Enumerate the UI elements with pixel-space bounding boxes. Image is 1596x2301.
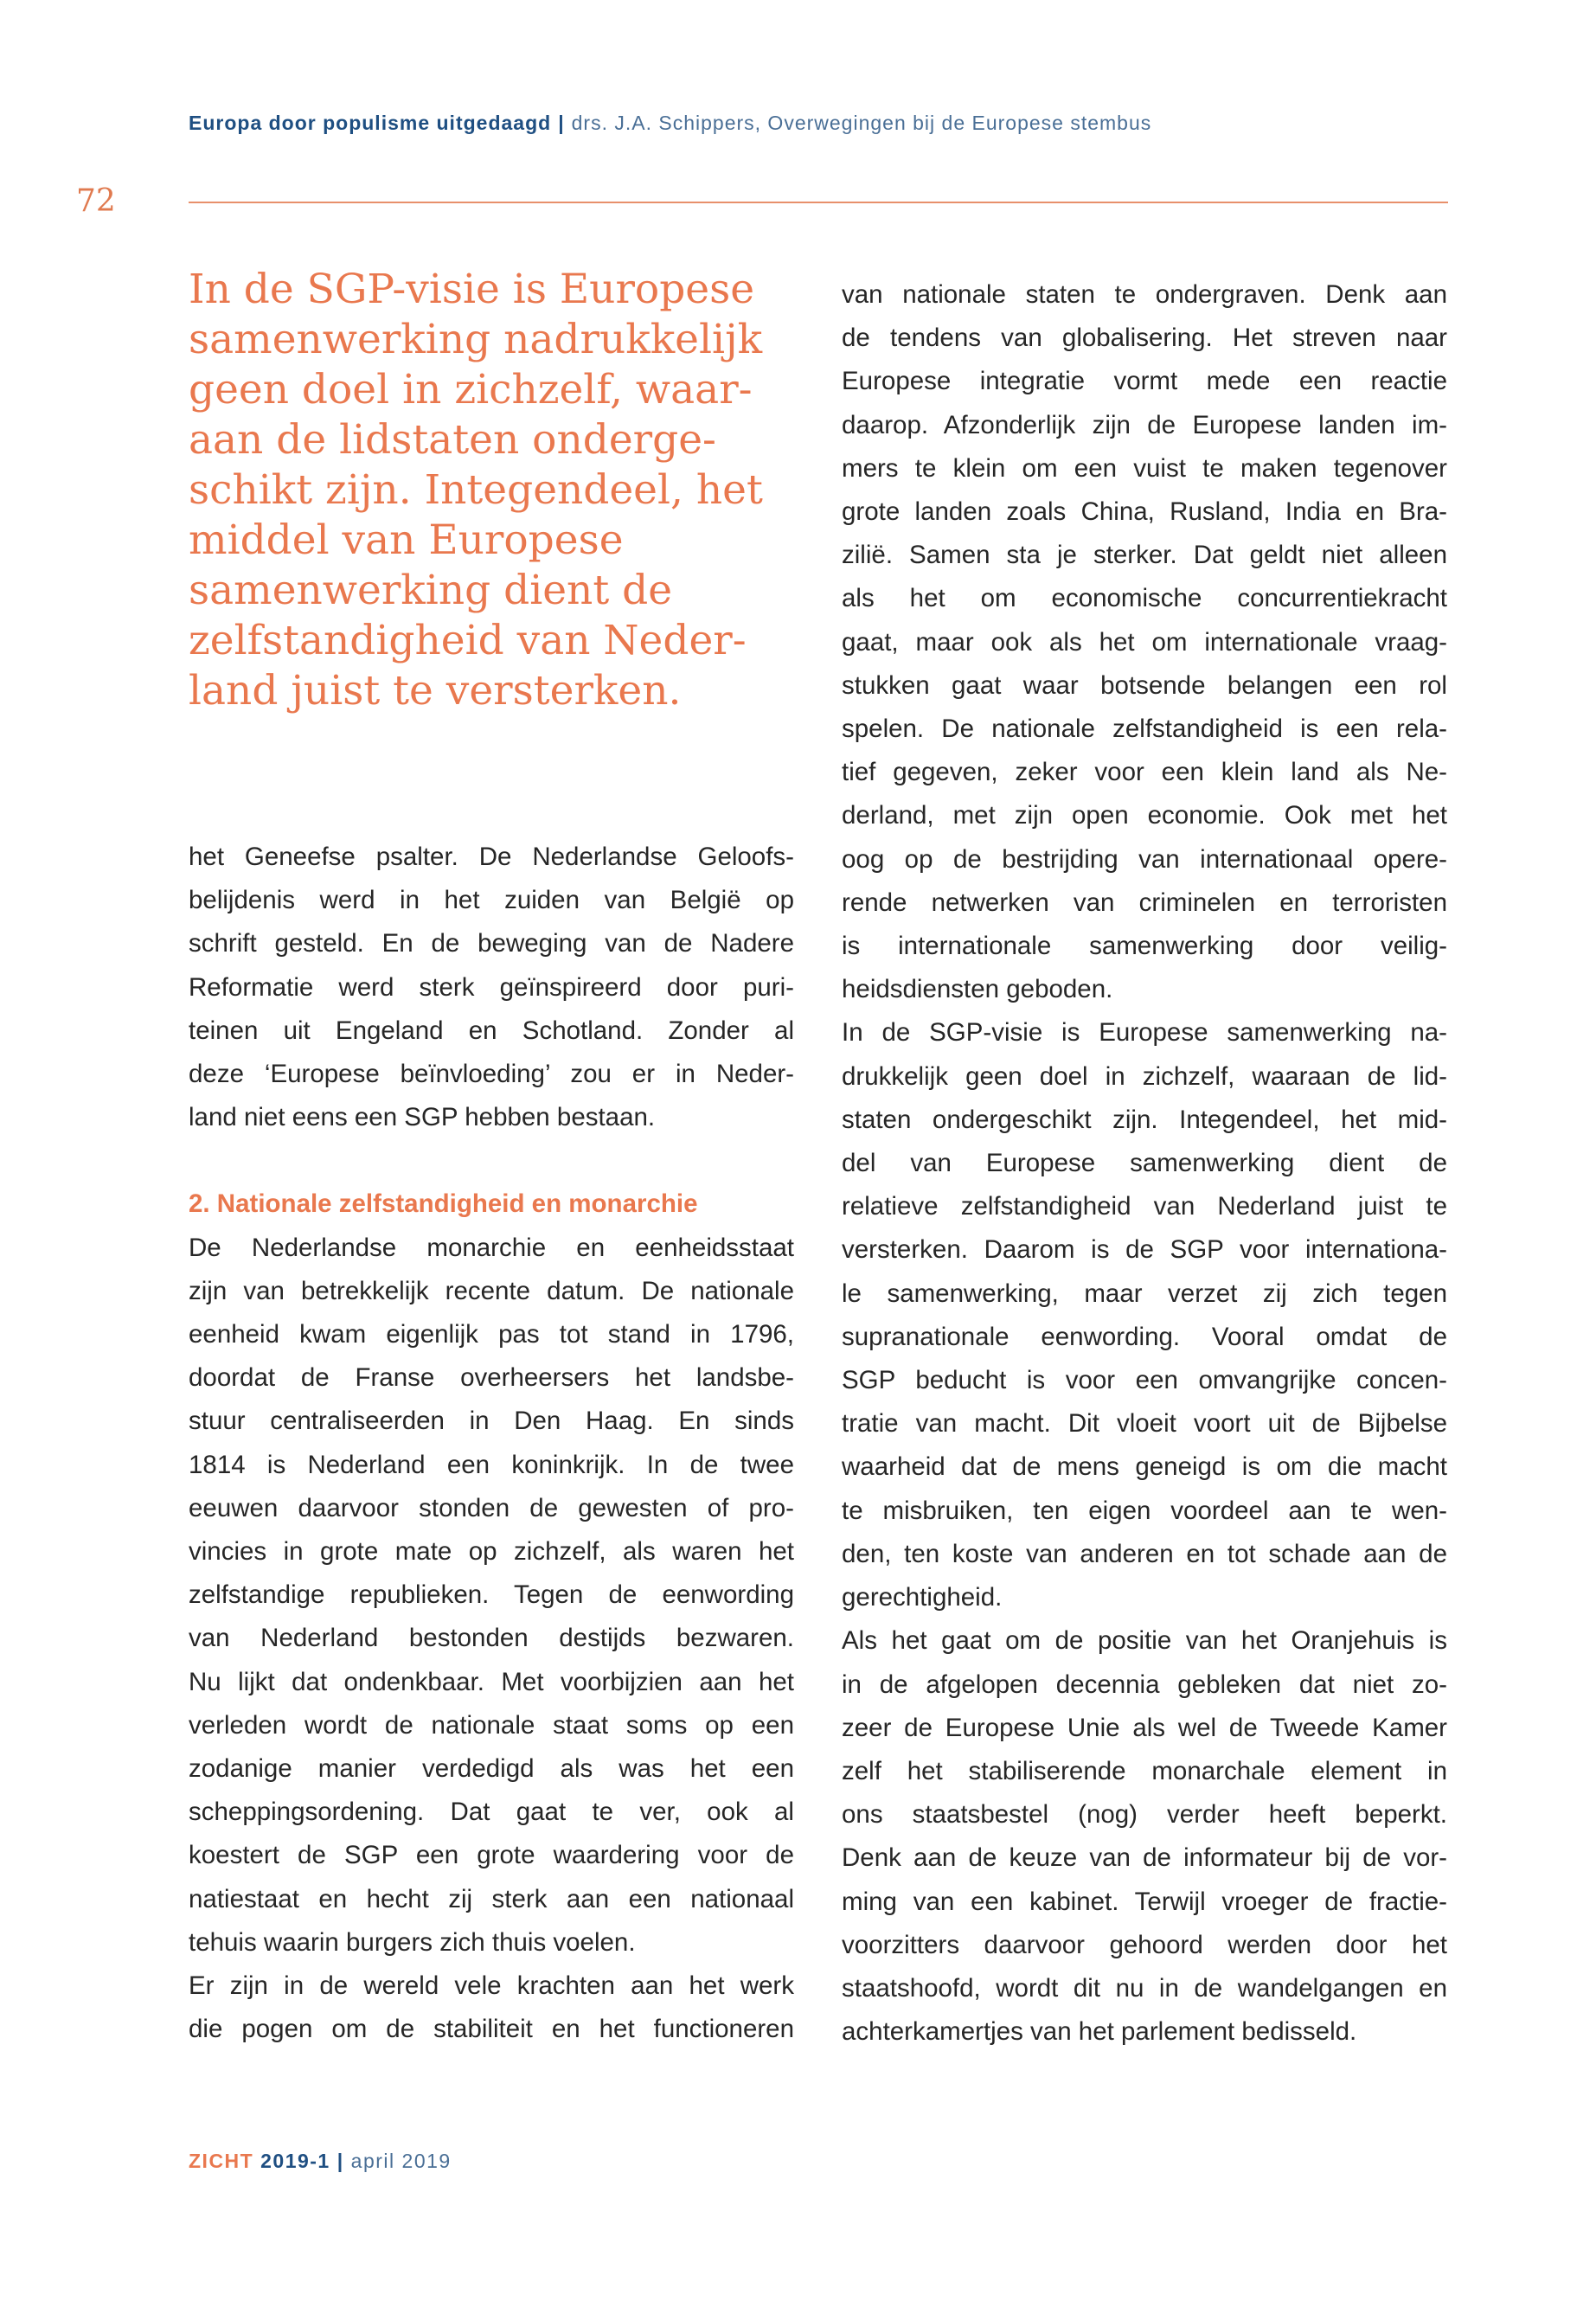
text-line: waarheid dat de mens geneigd is om die macht — [842, 1452, 1447, 1482]
footer — [189, 2150, 452, 2173]
text-line: relatieve zelfstandigheid van Nederland juist te — [842, 1192, 1447, 1221]
text-line: is internationale samenwerking door veilig- — [842, 932, 1447, 961]
text-line: stuur centraliseerden in Den Haag. En sinds — [189, 1407, 794, 1436]
paragraph — [842, 1011, 1447, 1619]
pull-quote-line: In de SGP-visie is Europese — [189, 266, 755, 313]
section-heading: 2. Nationale zelfstandigheid en monarchie — [189, 1189, 698, 1219]
text-line: ming van een kabinet. Terwijl vroeger de fractie- — [842, 1887, 1447, 1916]
text-line: verleden wordt de nationale staat soms op een — [189, 1710, 794, 1740]
text-line: tief gegeven, zeker voor een klein land als Ne- — [842, 758, 1447, 787]
text-line: voorzitters daarvoor gehoord werden door het — [842, 1930, 1447, 1959]
text-line: schrift gesteld. En de beweging van de Nadere — [189, 929, 794, 958]
paragraph — [842, 273, 1447, 1011]
pull-quote-line: middel van Europese — [189, 516, 624, 564]
text-line: SGP beducht is voor een omvangrijke concen- — [842, 1366, 1447, 1395]
footer-date: april 2019 — [350, 2150, 452, 2172]
page-number: 72 — [76, 183, 116, 219]
paragraph — [842, 1619, 1447, 2054]
text-line: supranationale eenwording. Vooral omdat de — [842, 1322, 1447, 1351]
text-line: De Nederlandse monarchie en eenheidsstaat — [189, 1233, 794, 1262]
paragraph — [189, 836, 794, 1139]
text-line: Reformatie werd sterk geïnspireerd door puri- — [189, 972, 794, 1002]
text-line: zeer de Europese Unie als wel de Tweede Kamer — [842, 1713, 1447, 1742]
text-line: zelfstandige republieken. Tegen de eenwording — [189, 1580, 794, 1610]
text-line: natiestaat en hecht zij sterk aan een nationaal — [189, 1884, 794, 1913]
text-line: belijdenis werd in het zuiden van België op — [189, 886, 794, 915]
text-line: grote landen zoals China, Rusland, India en Bra- — [842, 497, 1447, 527]
text-line: Nu lijkt dat ondenkbaar. Met voorbijzien aan het — [189, 1667, 794, 1696]
pull-quote-line: land juist te versterken. — [189, 667, 682, 715]
text-line: koestert de SGP een grote waardering voor de — [189, 1841, 794, 1870]
text-line: le samenwerking, maar verzet zij zich tegen — [842, 1279, 1447, 1308]
text-line: de tendens van globalisering. Het streven naar — [842, 324, 1447, 353]
text-line: te misbruiken, ten eigen voordeel aan te wen- — [842, 1496, 1447, 1525]
text-line: drukkelijk geen doel in zichzelf, waaraan de lid- — [842, 1061, 1447, 1091]
text-line: Europese integratie vormt mede een reactie — [842, 367, 1447, 396]
pull-quote — [189, 265, 794, 716]
paragraph — [189, 1227, 794, 1965]
text-line: land niet eens een SGP hebben bestaan. — [189, 1103, 656, 1132]
text-line: den, ten koste van anderen en tot schade aan de — [842, 1539, 1447, 1568]
text-line: Denk aan de keuze van de informateur bij de vor- — [842, 1843, 1447, 1873]
text-line: versterken. Daarom is de SGP voor internationa- — [842, 1235, 1447, 1265]
text-line: oog op de bestrijding van internationaal opere- — [842, 844, 1447, 874]
text-line: in de afgelopen decennia gebleken dat niet zo- — [842, 1670, 1447, 1699]
text-line: stukken gaat waar botsende belangen een rol — [842, 670, 1447, 700]
text-line: gaat, maar ook als het om internationale vraag- — [842, 627, 1447, 657]
pull-quote-line: aan de lidstaten onderge- — [189, 416, 716, 464]
text-line: daarop. Afzonderlijk zijn de Europese landen im- — [842, 410, 1447, 439]
text-line: ons staatsbestel (nog) verder heeft beperkt. — [842, 1800, 1447, 1830]
text-line: scheppingsordening. Dat gaat te ver, ook al — [189, 1798, 794, 1827]
left-column — [189, 836, 794, 2051]
right-column — [842, 273, 1447, 2054]
header-separator: | — [558, 112, 565, 134]
text-line: heidsdiensten geboden. — [842, 975, 1113, 1004]
pull-quote-line: zelfstandigheid van Neder- — [189, 617, 747, 664]
pull-quote-line: samenwerking nadrukkelijk — [189, 316, 763, 363]
text-line: staatshoofd, wordt dit nu in de wandelgangen en — [842, 1973, 1447, 2003]
text-line: spelen. De nationale zelfstandigheid is een rela- — [842, 715, 1447, 744]
text-line: zelf het stabiliserende monarchale element in — [842, 1756, 1447, 1785]
text-line: staten ondergeschikt zijn. Integendeel, het mid- — [842, 1105, 1447, 1134]
text-line: doordat de Franse overheersers het landsbe- — [189, 1363, 794, 1393]
text-line: Er zijn in de wereld vele krachten aan het werk — [189, 1971, 794, 2001]
footer-separator: | — [337, 2150, 344, 2172]
paragraph — [189, 1965, 794, 2051]
running-header — [189, 112, 1452, 135]
text-line: achterkamertjes van het parlement bedisseld. — [842, 2017, 1357, 2047]
text-line: die pogen om de stabiliteit en het functioneren — [189, 2015, 794, 2044]
text-line: In de SGP-visie is Europese samenwerking na- — [842, 1018, 1447, 1048]
text-line: del van Europese samenwerking dient de — [842, 1149, 1447, 1178]
text-line: Als het gaat om de positie van het Oranjehuis is — [842, 1626, 1447, 1656]
footer-magazine: ZICHT — [189, 2150, 254, 2172]
text-line: eeuwen daarvoor stonden de gewesten of pro- — [189, 1493, 794, 1522]
footer-issue: 2019-1 — [260, 2150, 330, 2172]
text-line: tratie van macht. Dit vloeit voort uit de Bijbelse — [842, 1409, 1447, 1439]
text-line: zilië. Samen sta je sterker. Dat geldt niet alleen — [842, 541, 1447, 570]
text-line: teinen uit Engeland en Schotland. Zonder al — [189, 1016, 794, 1045]
text-line: derland, met zijn open economie. Ook met het — [842, 801, 1447, 830]
text-line: zijn van betrekkelijk recente datum. De nationale — [189, 1276, 794, 1305]
pull-quote-line: schikt zijn. Integendeel, het — [189, 466, 763, 514]
text-line: deze ‘Europese beïnvloeding’ zou er in Neder- — [189, 1060, 794, 1089]
pull-quote-line: geen doel in zichzelf, waar- — [189, 366, 753, 413]
text-line: als het om economische concurrentiekracht — [842, 584, 1447, 613]
article-author-title: drs. J.A. Schippers, Overwegingen bij de Europese stembus — [571, 112, 1152, 134]
text-line: rende netwerken van criminelen en terroristen — [842, 888, 1447, 917]
text-line: vincies in grote mate op zichzelf, als waren het — [189, 1537, 794, 1567]
text-line: het Geneefse psalter. De Nederlandse Geloofs- — [189, 843, 794, 871]
text-line: van Nederland bestonden destijds bezwaren. — [189, 1624, 794, 1653]
pull-quote-line: samenwerking dient de — [189, 567, 673, 614]
text-line: eenheid kwam eigenlijk pas tot stand in 1796, — [189, 1320, 794, 1349]
publication-title: Europa door populisme uitgedaagd — [189, 112, 552, 134]
text-line: zodanige manier verdedigd als was het een — [189, 1754, 794, 1784]
text-line: mers te klein om een vuist te maken tegenover — [842, 453, 1447, 483]
text-line: 1814 is Nederland een koninkrijk. In de twee — [189, 1450, 794, 1479]
text-line: gerechtigheid. — [842, 1583, 1003, 1612]
text-line: tehuis waarin burgers zich thuis voelen. — [189, 1927, 636, 1957]
header-rule — [189, 202, 1448, 203]
text-line: van nationale staten te ondergraven. Denk aan — [842, 280, 1447, 309]
